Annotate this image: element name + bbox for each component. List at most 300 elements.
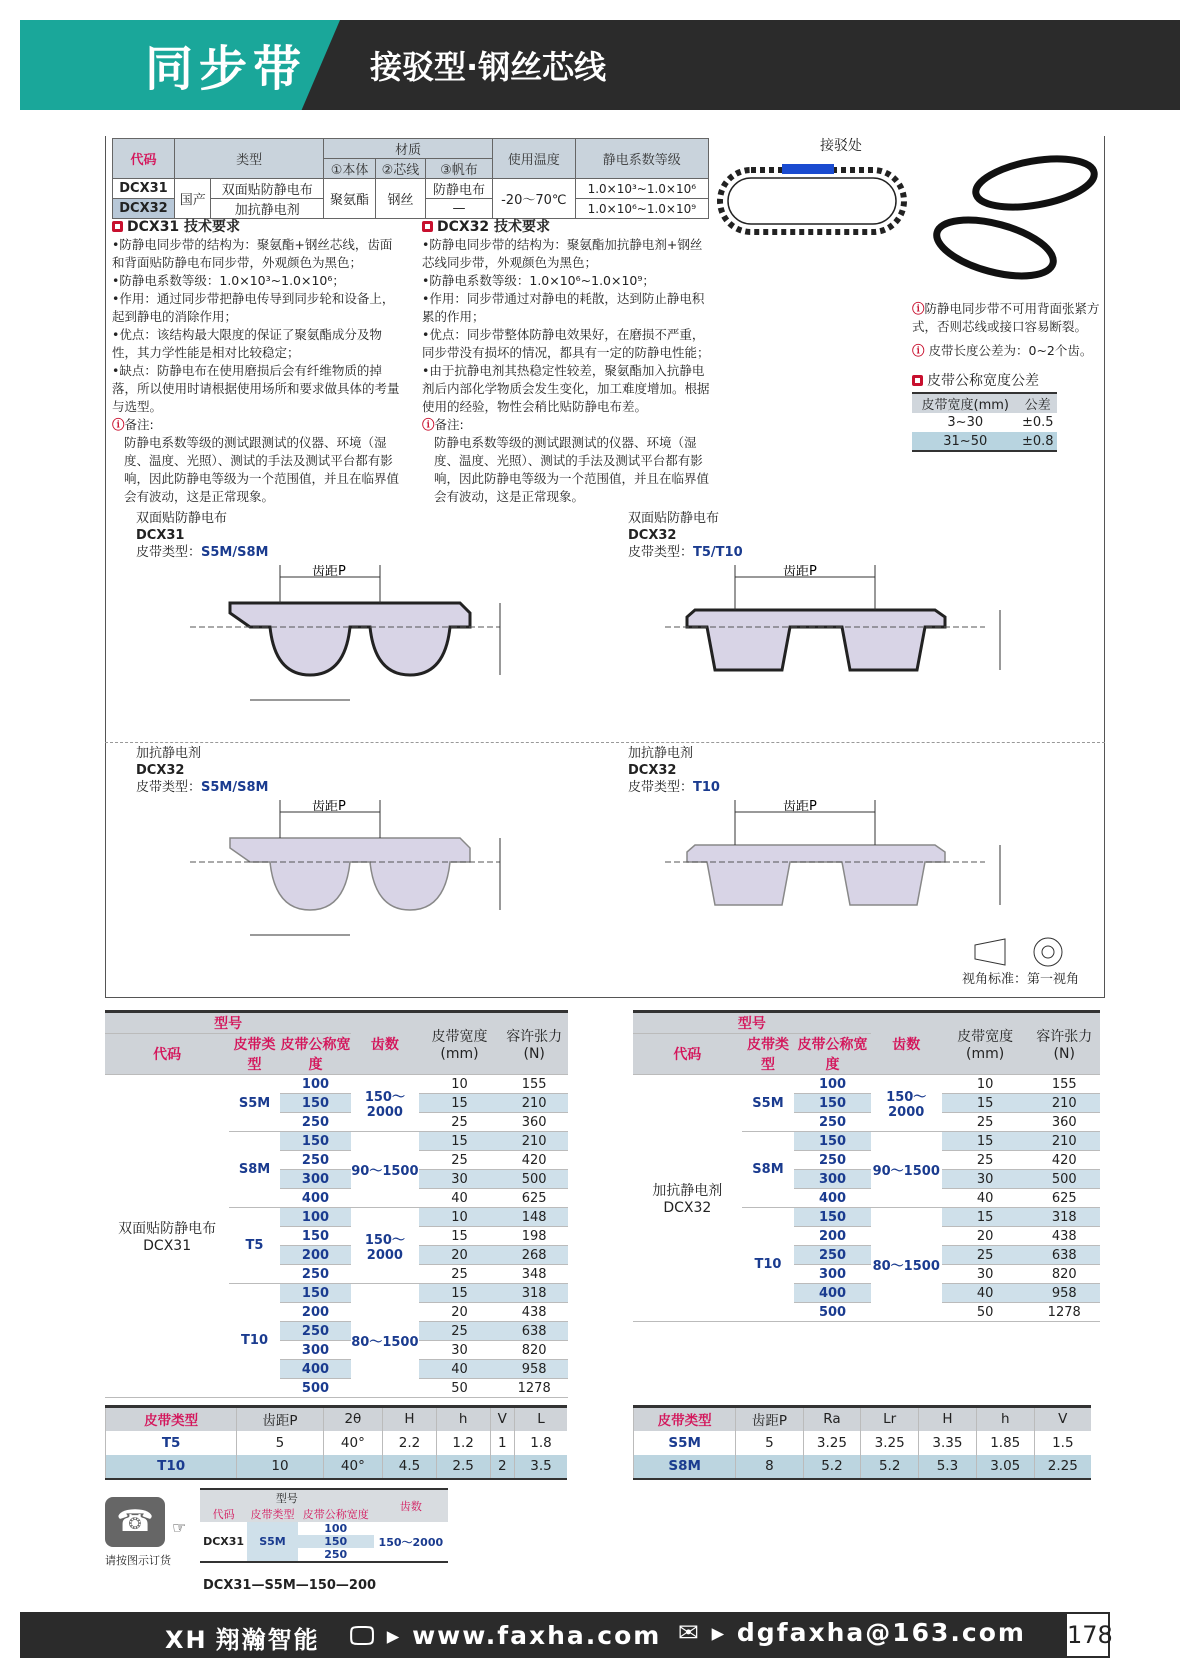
tol-h2: 公差: [1019, 393, 1057, 413]
dim-cell: 1.2: [436, 1431, 490, 1455]
dim-cell: 10: [237, 1455, 323, 1479]
cell-tension: 1278: [500, 1379, 568, 1398]
th-teeth: 齿数: [871, 1012, 942, 1075]
cell-tension: 348: [500, 1265, 568, 1284]
cell-code-1: DCX31: [113, 179, 175, 199]
cell-belt-width: 25: [942, 1113, 1029, 1132]
dim-header: H: [383, 1407, 437, 1431]
cell-nominal-width: 250: [280, 1113, 351, 1132]
diagram-2-label: [628, 510, 743, 561]
cell-tension: 198: [500, 1227, 568, 1246]
d1-l3a: 皮带类型：: [136, 545, 202, 560]
th-teeth: 齿数: [351, 1012, 418, 1075]
footer-brand: [165, 1620, 320, 1655]
order-label: 请按图示订货: [105, 1554, 171, 1567]
tol-cell: ±0.5: [1021, 415, 1054, 430]
table-row: [634, 1455, 1092, 1479]
cell-type-2: 加抗静电剂: [211, 199, 324, 219]
cell-tension: 820: [1028, 1265, 1100, 1284]
cell-belt-width: 15: [942, 1132, 1029, 1151]
tolerance-title: [912, 370, 1039, 390]
dim-cell: 5.3: [919, 1455, 977, 1479]
pitch-label: 齿距P: [783, 800, 817, 814]
marker-icon: [912, 375, 923, 386]
spec-table-left: [105, 1010, 568, 1398]
th-material: 材质: [324, 139, 493, 159]
cell-belt-width: 30: [419, 1341, 501, 1360]
cell-belt-width: 40: [419, 1360, 501, 1379]
dim-header: Lr: [861, 1407, 919, 1431]
cell-belt-width: 15: [942, 1208, 1029, 1227]
cell-tension: 438: [1028, 1227, 1100, 1246]
profile-diagram-4: [655, 800, 1055, 955]
cell-tension: 155: [1028, 1075, 1100, 1094]
page-number: 178: [1065, 1612, 1110, 1658]
cell-teeth: 90～1500: [351, 1132, 418, 1208]
cell-belt-type: S5M: [229, 1075, 280, 1132]
d2-l3a: 皮带类型：: [628, 545, 694, 560]
pitch-label: 齿距P: [312, 800, 346, 814]
dim-cell: 3.25: [861, 1431, 919, 1455]
cell-belt-width: 30: [419, 1170, 501, 1189]
note-title-text: 备注:: [434, 417, 464, 432]
dim-header: 齿距P: [736, 1407, 803, 1431]
order-h-model: 型号: [200, 1489, 374, 1506]
th-core: ②芯线: [375, 159, 425, 179]
dcx31-item: • 防静电系数等级：1.0×10³~1.0×10⁶；: [112, 272, 402, 290]
dim-cell: 40°: [323, 1431, 383, 1455]
cell-belt-width: 10: [419, 1075, 501, 1094]
cell-belt-type: T10: [742, 1208, 795, 1322]
th-belt-type: 皮带类型: [742, 1034, 795, 1075]
dim-cell: 5.2: [861, 1455, 919, 1479]
d3-l3: [136, 779, 268, 796]
cell-nominal-width: 250: [794, 1246, 870, 1265]
cell-belt-width: 15: [419, 1284, 501, 1303]
cell-static-2: 1.0×10⁶~1.0×10⁹: [575, 199, 708, 219]
cell-tension: 318: [500, 1284, 568, 1303]
note-title-text: 备注:: [124, 417, 154, 432]
cell-belt-width: 40: [942, 1189, 1029, 1208]
dim-cell: 2.5: [436, 1455, 490, 1479]
dim-cell: 3.05: [976, 1455, 1034, 1479]
joint-label: 接驳处: [820, 138, 862, 154]
table-row: [105, 1075, 568, 1094]
cell-nominal-width: 150: [794, 1094, 870, 1113]
table-row: [106, 1431, 568, 1455]
dim-cell: S8M: [634, 1455, 736, 1479]
cell-belt-width: 25: [419, 1322, 501, 1341]
th-belt-type: 皮带类型: [229, 1034, 280, 1075]
dcx31-title: [112, 216, 402, 236]
cell-tension: 148: [500, 1208, 568, 1227]
cell-nominal-width: 250: [280, 1322, 351, 1341]
dim-cell: S5M: [634, 1431, 736, 1455]
tolerance-table: [912, 392, 1057, 452]
cell-belt-width: 15: [419, 1227, 501, 1246]
brand-logo-icon: XH: [165, 1626, 208, 1654]
dcx31-note: 防静电系数等级的测试跟测试的仪器、环境（湿度、温度、光照）、测试的手法及测试平台都有影响，因此防静电等级为一个范围值，并且在临界值会有波动，这是正常现象。: [124, 435, 400, 504]
cell-belt-width: 40: [942, 1284, 1029, 1303]
th-static: 静电系数等级: [575, 139, 708, 179]
cell-tension: 318: [1028, 1208, 1100, 1227]
d2-l3: [628, 544, 743, 561]
cell-belt-width: 25: [942, 1246, 1029, 1265]
dim-cell: 3.35: [919, 1431, 977, 1455]
dim-cell: 3.25: [803, 1431, 861, 1455]
cell-tension: 625: [1028, 1189, 1100, 1208]
cell-belt-width: 50: [419, 1379, 501, 1398]
cell-core: 钢丝: [375, 179, 425, 219]
dim-cell: 1.5: [1034, 1431, 1091, 1455]
cell-tension: 360: [500, 1113, 568, 1132]
order-width: 100: [324, 1522, 348, 1535]
table-row: [106, 1455, 568, 1479]
dim-cell: T5: [106, 1431, 237, 1455]
cell-tension: 210: [500, 1132, 568, 1151]
d1-l3: [136, 544, 268, 561]
cell-nominal-width: 400: [794, 1189, 870, 1208]
cell-nominal-width: 150: [794, 1132, 870, 1151]
dim-cell: 2: [490, 1455, 514, 1479]
dim-cell: 2.2: [383, 1431, 437, 1455]
cell-nominal-width: 150: [794, 1208, 870, 1227]
dim-header: 齿距P: [237, 1407, 323, 1431]
th-tension: 容许张力(N): [500, 1012, 568, 1075]
d2-l1: 双面贴防静电布: [628, 511, 720, 526]
belt-loop-illustration: [712, 150, 912, 250]
page-subtitle: 接驳型·钢丝芯线: [370, 48, 607, 86]
cell-teeth: 90～1500: [871, 1132, 942, 1208]
dim-cell: 1.85: [976, 1431, 1034, 1455]
side-note-1: [912, 300, 1102, 336]
d4-l3b: T10: [693, 780, 720, 795]
cell-code-2: DCX32: [113, 199, 175, 219]
footer-mail[interactable]: [678, 1618, 1026, 1647]
cell-nominal-width: 400: [280, 1189, 351, 1208]
th-canvas: ③帆布: [426, 159, 493, 179]
dcx32-note-title: [422, 416, 712, 434]
order-h-type: 皮带类型: [250, 1508, 295, 1521]
pointing-hand-icon: ☞: [172, 1518, 187, 1537]
dim-cell: 40°: [323, 1455, 383, 1479]
cell-nominal-width: 400: [280, 1360, 351, 1379]
order-type: S5M: [247, 1522, 298, 1562]
d4-l3a: 皮带类型：: [628, 780, 694, 795]
dcx32-section: [422, 216, 712, 506]
cell-nominal-width: 150: [280, 1227, 351, 1246]
tol-cell: 31~50: [912, 432, 1019, 451]
dim-header: V: [1034, 1407, 1091, 1431]
diagram-3-label: [136, 745, 268, 796]
cell-nominal-width: 100: [280, 1208, 351, 1227]
d1-l2: DCX31: [136, 528, 185, 543]
order-width: 250: [324, 1548, 348, 1561]
page-title: 同步带: [145, 41, 308, 97]
cell-belt-width: 10: [942, 1075, 1029, 1094]
dim-cell: 5.2: [803, 1455, 861, 1479]
dim-table-left: [105, 1405, 567, 1480]
dcx32-item: • 作用：同步带通过对静电的耗散，达到防止静电积累的作用；: [422, 290, 712, 326]
dim-header: H: [919, 1407, 977, 1431]
d1-l3b: S5M/S8M: [201, 545, 269, 560]
dim-header: 皮带类型: [634, 1407, 736, 1431]
cell-teeth: 150～2000: [351, 1075, 418, 1132]
cell-belt-width: 30: [942, 1170, 1029, 1189]
dcx32-item: • 防静电系数等级：1.0×10⁶~1.0×10⁹；: [422, 272, 712, 290]
th-code: 代码: [113, 139, 175, 179]
belt-photo: [925, 148, 1105, 298]
cell-tension: 268: [500, 1246, 568, 1265]
dim-header: 2θ: [323, 1407, 383, 1431]
cell-tension: 820: [500, 1341, 568, 1360]
side-note-2-text: 皮带长度公差为：0~2个齿。: [928, 343, 1093, 358]
cell-belt-width: 20: [419, 1303, 501, 1322]
d4-l1: 加抗静电剂: [628, 746, 694, 761]
cell-belt-width: 15: [419, 1132, 501, 1151]
cell-nominal-width: 100: [794, 1075, 870, 1094]
tol-h1: 皮带宽度(mm): [912, 393, 1019, 413]
brand-name: 翔瀚智能: [215, 1626, 320, 1654]
cell-tension: 625: [500, 1189, 568, 1208]
cell-code: 加抗静电剂DCX32: [633, 1075, 742, 1322]
cell-nominal-width: 500: [794, 1303, 870, 1322]
th-code: 代码: [633, 1034, 742, 1075]
d1-l1: 双面贴防静电布: [136, 511, 228, 526]
cell-belt-type: T10: [229, 1284, 280, 1398]
dim-cell: 1.8: [514, 1431, 567, 1455]
warning-icon: ⓘ: [912, 301, 925, 316]
dcx32-title-text: DCX32 技术要求: [437, 219, 551, 235]
cell-belt-width: 25: [419, 1151, 501, 1170]
cell-tension: 638: [1028, 1246, 1100, 1265]
dim-header: L: [514, 1407, 567, 1431]
cell-nominal-width: 300: [794, 1170, 870, 1189]
cell-tension: 420: [500, 1151, 568, 1170]
d3-l2: DCX32: [136, 763, 185, 778]
side-note-1-text: 防静电同步带不可用背面张紧方式，否则芯线或接口容易断裂。: [912, 301, 1100, 334]
dim-cell: 2.25: [1034, 1455, 1091, 1479]
mail-text: dgfaxha@163.com: [736, 1618, 1026, 1647]
dim-header: h: [976, 1407, 1034, 1431]
dcx31-section: [112, 216, 402, 506]
marker-icon: [112, 221, 123, 232]
d2-l2: DCX32: [628, 528, 677, 543]
order-example: DCX31—S5M—150—200: [203, 1578, 377, 1593]
th-model: 型号: [633, 1012, 871, 1034]
cell-belt-type: T5: [229, 1208, 280, 1284]
th-belt-width: 皮带宽度(mm): [942, 1012, 1029, 1075]
dcx31-item: • 防静电同步带的结构为：聚氨酯+钢丝芯线，齿面和背面贴防静电布同步带，外观颜色为黑色；: [112, 236, 402, 272]
dim-cell: 8: [736, 1455, 803, 1479]
cell-origin: 国产: [175, 179, 211, 219]
cell-tension: 155: [500, 1075, 568, 1094]
dim-table-right: [633, 1405, 1091, 1480]
first-angle-icon: [970, 935, 1070, 969]
web-text: www.faxha.com: [412, 1621, 662, 1650]
cell-nominal-width: 200: [794, 1227, 870, 1246]
cell-belt-width: 20: [942, 1227, 1029, 1246]
cell-belt-width: 40: [419, 1189, 501, 1208]
dcx32-item: • 防静电同步带的结构为：聚氨酯加抗静电剂+钢丝芯线同步带，外观颜色为黑色；: [422, 236, 712, 272]
d2-l3b: T5/T10: [693, 545, 743, 560]
divider: [105, 742, 1105, 743]
cell-canvas-2: —: [426, 199, 493, 219]
cell-tension: 500: [1028, 1170, 1100, 1189]
order-h-code: 代码: [212, 1508, 235, 1521]
cell-teeth: 80～1500: [351, 1284, 418, 1398]
monitor-icon: 🖵 ▸: [350, 1621, 413, 1650]
cell-belt-width: 25: [419, 1113, 501, 1132]
th-nominal-width: 皮带公称宽度: [794, 1034, 870, 1075]
profile-diagram-1: [160, 565, 560, 720]
cell-tension: 500: [500, 1170, 568, 1189]
pitch-label: 齿距P: [783, 565, 817, 579]
d3-l3a: 皮带类型：: [136, 780, 202, 795]
th-body: ①本体: [324, 159, 376, 179]
cell-nominal-width: 300: [280, 1170, 351, 1189]
dim-cell: 1: [490, 1431, 514, 1455]
cell-nominal-width: 200: [280, 1246, 351, 1265]
dcx32-item: • 优点：同步带整体防静电效果好，在磨损不严重，同步带没有损坏的情况，都具有一定的防静电性能；: [422, 326, 712, 362]
order-code: DCX31: [203, 1535, 245, 1548]
dcx32-title: [422, 216, 712, 236]
profile-diagram-2: [655, 565, 1055, 720]
dim-header: 皮带类型: [106, 1407, 237, 1431]
order-width: 150: [298, 1535, 374, 1548]
tolerance-title-text: 皮带公称宽度公差: [927, 373, 1039, 389]
dim-header: h: [436, 1407, 490, 1431]
order-h-width: 皮带公称宽度: [302, 1508, 369, 1521]
cell-canvas-1: 防静电布: [426, 179, 493, 199]
cell-belt-width: 30: [942, 1265, 1029, 1284]
cell-nominal-width: 250: [794, 1113, 870, 1132]
dim-cell: 4.5: [383, 1455, 437, 1479]
spec-table-right: [633, 1010, 1100, 1322]
cell-nominal-width: 300: [794, 1265, 870, 1284]
diagram-4-label: [628, 745, 720, 796]
dim-cell: T10: [106, 1455, 237, 1479]
tol-cell: 3~30: [947, 415, 984, 430]
cell-tension: 958: [500, 1360, 568, 1379]
th-tension: 容许张力(N): [1028, 1012, 1100, 1075]
cell-belt-type: S8M: [742, 1132, 795, 1208]
cell-code: 双面贴防静电布DCX31: [105, 1075, 229, 1398]
warning-icon: ⓘ: [112, 417, 125, 432]
cell-tension: 210: [1028, 1094, 1100, 1113]
material-table: [112, 138, 709, 219]
footer-web[interactable]: [350, 1621, 661, 1651]
cell-belt-width: 20: [419, 1246, 501, 1265]
cell-tension: 438: [500, 1303, 568, 1322]
th-belt-width: 皮带宽度(mm): [419, 1012, 501, 1075]
order-h-teeth: 齿数: [374, 1489, 448, 1522]
cell-tension: 958: [1028, 1284, 1100, 1303]
cell-nominal-width: 400: [794, 1284, 870, 1303]
pitch-label: 齿距P: [312, 565, 346, 579]
side-note-2: [912, 342, 1102, 360]
dcx31-note-title: [112, 416, 402, 434]
d3-l1: 加抗静电剂: [136, 746, 202, 761]
cell-belt-width: 25: [419, 1265, 501, 1284]
d4-l3: [628, 779, 720, 796]
cell-nominal-width: 500: [280, 1379, 351, 1398]
th-type: 类型: [175, 139, 324, 179]
dim-cell: 5: [237, 1431, 323, 1455]
profile-diagram-3: [160, 800, 560, 955]
dim-cell: 5: [736, 1431, 803, 1455]
cell-body: 聚氨酯: [324, 179, 376, 219]
dcx31-title-text: DCX31 技术要求: [127, 219, 241, 235]
cell-tension: 210: [1028, 1132, 1100, 1151]
d4-l2: DCX32: [628, 763, 677, 778]
cell-nominal-width: 250: [794, 1151, 870, 1170]
dim-header: Ra: [803, 1407, 861, 1431]
order-teeth: 150～2000: [378, 1535, 444, 1549]
warning-icon: ⓘ: [422, 417, 435, 432]
th-model: 型号: [105, 1012, 351, 1034]
cell-nominal-width: 200: [280, 1303, 351, 1322]
cell-teeth: 150～2000: [351, 1208, 418, 1284]
cell-teeth: 150～2000: [871, 1075, 942, 1132]
cell-teeth: 80～1500: [871, 1208, 942, 1322]
cell-tension: 420: [1028, 1151, 1100, 1170]
table-row: [633, 1075, 1100, 1094]
cell-belt-width: 10: [419, 1208, 501, 1227]
dim-header: V: [490, 1407, 514, 1431]
cell-belt-width: 50: [942, 1303, 1029, 1322]
cell-nominal-width: 300: [280, 1341, 351, 1360]
diagram-1-label: [136, 510, 268, 561]
th-code: 代码: [105, 1034, 229, 1075]
cell-nominal-width: 100: [280, 1075, 351, 1094]
dcx31-item: • 作用：通过同步带把静电传导到同步轮和设备上，起到静电的消除作用；: [112, 290, 402, 326]
cell-belt-width: 15: [419, 1094, 501, 1113]
marker-icon: [422, 221, 433, 232]
d3-l3b: S5M/S8M: [201, 780, 269, 795]
order-table: [200, 1488, 448, 1563]
cell-type-1: 双面贴防静电布: [211, 179, 324, 199]
cell-tension: 360: [1028, 1113, 1100, 1132]
dcx32-item: • 由于抗静电剂其热稳定性较差，聚氨酯加入抗静电剂后内部化学物质会发生变化，加工难度增加。根据使用的经验，物性会稍比贴防静电布差。: [422, 362, 712, 416]
cell-nominal-width: 250: [280, 1265, 351, 1284]
cell-belt-type: S8M: [229, 1132, 280, 1208]
cell-temp: -20～70℃: [492, 179, 575, 219]
phone-icon: ☎: [105, 1497, 165, 1547]
cell-tension: 638: [500, 1322, 568, 1341]
th-temp: 使用温度: [492, 139, 575, 179]
cell-tension: 1278: [1028, 1303, 1100, 1322]
cell-belt-type: S5M: [742, 1075, 795, 1132]
cell-nominal-width: 150: [280, 1094, 351, 1113]
cell-nominal-width: 150: [280, 1132, 351, 1151]
cell-belt-width: 15: [942, 1094, 1029, 1113]
cell-tension: 210: [500, 1094, 568, 1113]
mail-icon: ✉ ▸: [678, 1618, 737, 1647]
table-row: [634, 1431, 1092, 1455]
cell-static-1: 1.0×10³~1.0×10⁶: [575, 179, 708, 199]
dcx31-item: • 优点：该结构最大限度的保证了聚氨酯成分及物性，其力学性能是相对比较稳定；: [112, 326, 402, 362]
dcx31-item: • 缺点：防静电布在使用磨损后会有纤维物质的掉落，所以使用时请根据使用场所和要求做具体的考量与选型。: [112, 362, 402, 416]
th-nominal-width: 皮带公称宽度: [280, 1034, 351, 1075]
dcx32-note: 防静电系数等级的测试跟测试的仪器、环境（湿度、温度、光照）、测试的手法及测试平台都有影响，因此防静电等级为一个范围值，并且在临界值会有波动，这是正常现象。: [434, 435, 710, 504]
view-standard: 视角标准：第一视角: [962, 972, 1080, 987]
dim-cell: 3.5: [514, 1455, 567, 1479]
cell-nominal-width: 250: [280, 1151, 351, 1170]
cell-nominal-width: 150: [280, 1284, 351, 1303]
tol-cell: ±0.8: [1019, 432, 1057, 451]
warning-icon: ⓘ: [912, 343, 925, 358]
